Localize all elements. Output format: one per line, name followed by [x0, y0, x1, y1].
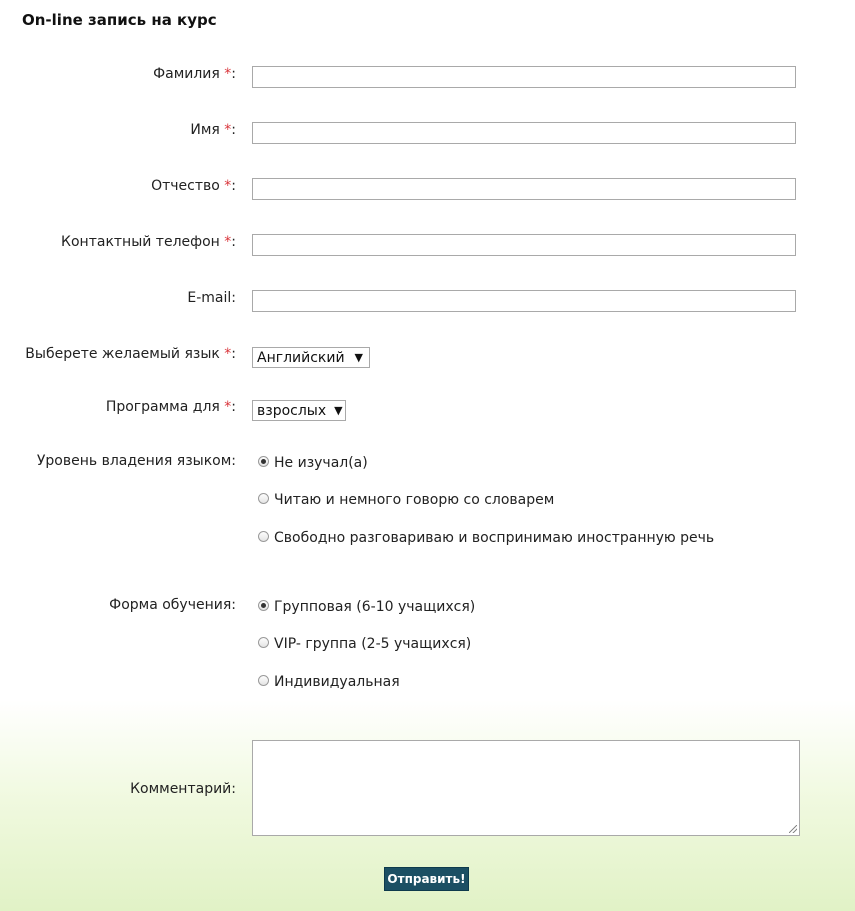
required-mark: * [224, 178, 232, 194]
study-form-option-1[interactable]: VIP- группа (2-5 учащихся) [258, 636, 471, 652]
email-input[interactable] [252, 290, 796, 312]
surname-label: Фамилия *: [153, 66, 236, 82]
resize-grip-icon[interactable] [789, 825, 797, 833]
level-label: Уровень владения языком: [36, 453, 236, 469]
study-form-label: Форма обучения: [109, 597, 236, 613]
language-label: Выберете желаемый язык *: [25, 346, 236, 362]
comment-textarea[interactable] [252, 740, 800, 836]
radio-icon[interactable] [258, 493, 269, 504]
first-name-input[interactable] [252, 122, 796, 144]
phone-input[interactable] [252, 234, 796, 256]
required-mark: * [224, 66, 232, 82]
program-select-value: взрослых [257, 402, 327, 419]
required-mark: * [224, 234, 232, 250]
level-option-0[interactable]: Не изучал(а) [258, 455, 368, 471]
level-option-2[interactable]: Свободно разговариваю и воспринимаю иностранную речь [258, 530, 714, 546]
radio-checked-icon[interactable] [258, 600, 269, 611]
language-select[interactable] [252, 347, 370, 368]
required-mark: * [224, 399, 232, 415]
program-select[interactable] [252, 400, 346, 421]
first-name-label: Имя *: [190, 122, 236, 138]
radio-icon[interactable] [258, 531, 269, 542]
level-option-1[interactable]: Читаю и немного говорю со словарем [258, 492, 554, 508]
patronymic-label: Отчество *: [151, 178, 236, 194]
dropdown-arrow-icon: ▼ [354, 351, 363, 364]
comment-label: Комментарий: [130, 781, 236, 797]
radio-icon[interactable] [258, 675, 269, 686]
language-select-value: Английский [257, 349, 345, 366]
patronymic-input[interactable] [252, 178, 796, 200]
radio-checked-icon[interactable] [258, 456, 269, 467]
study-form-option-0[interactable]: Групповая (6-10 учащихся) [258, 599, 475, 615]
radio-icon[interactable] [258, 637, 269, 648]
dropdown-arrow-icon: ▼ [334, 404, 343, 417]
required-mark: * [224, 346, 232, 362]
email-label: E-mail: [187, 290, 236, 306]
submit-button[interactable]: Отправить! [384, 867, 469, 891]
study-form-option-2[interactable]: Индивидуальная [258, 674, 400, 690]
required-mark: * [224, 122, 232, 138]
surname-input[interactable] [252, 66, 796, 88]
program-label: Программа для *: [105, 399, 236, 415]
phone-label: Контактный телефон *: [61, 234, 236, 250]
page-title: On-line запись на курс [22, 11, 217, 29]
